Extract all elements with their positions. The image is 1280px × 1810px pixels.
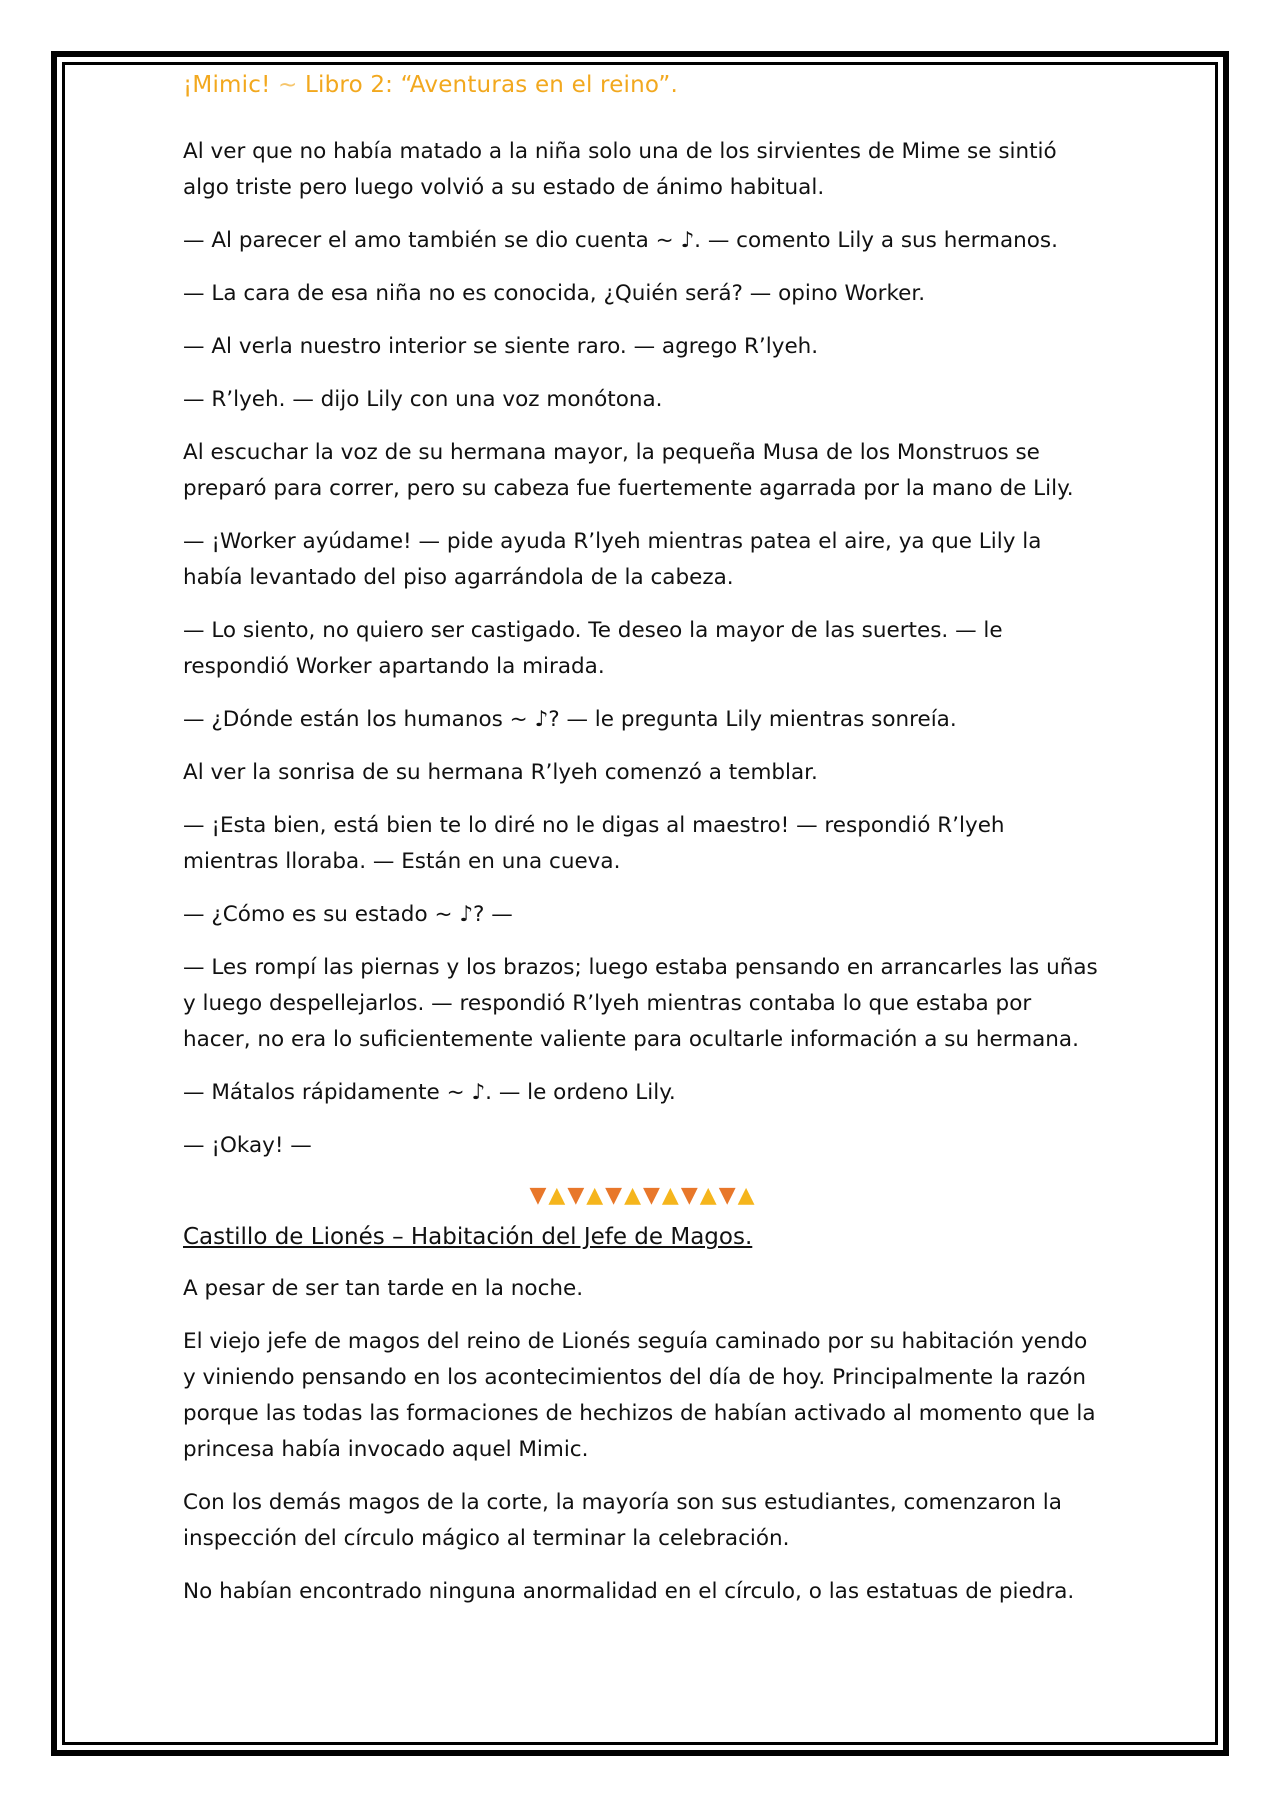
paragraph: — Al parecer el amo también se dio cuenta ~ ♪. — comento Lily a sus hermanos. xyxy=(183,228,1058,253)
paragraph: — Al verla nuestro interior se siente raro. — agrego R’lyeh. xyxy=(183,334,819,359)
header-series: ¡Mimic! xyxy=(183,72,271,98)
story-part-1 xyxy=(183,134,1103,1164)
triangle-up-icon: ▲ xyxy=(624,1183,643,1208)
paragraph: — ¿Cómo es su estado ~ ♪? — xyxy=(183,902,513,927)
paragraph: — ¿Dónde están los humanos ~ ♪? — le pregunta Lily mientras sonreía. xyxy=(183,707,957,732)
triangle-down-icon: ▼ xyxy=(567,1183,587,1208)
paragraph: — R’lyeh. — dijo Lily con una voz monótona. xyxy=(183,387,663,412)
paragraph: — ¡Okay! — xyxy=(183,1133,312,1158)
paragraph: Al ver la sonrisa de su hermana R’lyeh comenzó a temblar. xyxy=(183,760,818,785)
paragraph: No habían encontrado ninguna anormalidad en el círculo, o las estatuas de piedra. xyxy=(183,1579,1075,1604)
paragraph: — ¡Esta bien, está bien te lo diré no le digas al maestro! — respondió R’lyeh mientras lloraba. — Están en una cueva. xyxy=(183,813,1005,874)
paragraph: Al escuchar la voz de su hermana mayor, la pequeña Musa de los Monstruos se preparó para correr, pero su cabeza fue fuertemente agarrada por la mano de Lily. xyxy=(183,440,1074,501)
triangle-up-icon: ▲ xyxy=(586,1183,606,1208)
paragraph: Con los demás magos de la corte, la mayoría son sus estudiantes, comenzaron la inspección del círculo mágico al terminar la celebración. xyxy=(183,1490,1062,1551)
triangle-down-icon: ▼ xyxy=(529,1183,549,1208)
triangle-up-icon: ▲ xyxy=(737,1183,757,1208)
header-book: Libro 2: “Aventuras en el reino”. xyxy=(305,72,678,98)
triangle-up-icon: ▲ xyxy=(661,1183,681,1208)
paragraph: — La cara de esa niña no es conocida, ¿Quién será? — opino Worker. xyxy=(183,281,926,306)
paragraph: Al ver que no había matado a la niña solo una de los sirvientes de Mime se sintió algo triste pero luego volvió a su estado de ánimo habitual. xyxy=(183,139,1057,200)
triangle-up-icon: ▲ xyxy=(699,1183,719,1208)
triangle-down-icon: ▼ xyxy=(718,1183,738,1208)
paragraph: — Mátalos rápidamente ~ ♪. — le ordeno Lily. xyxy=(183,1080,676,1105)
header-separator: ~ xyxy=(270,72,306,98)
scene-divider xyxy=(183,1181,1103,1211)
triangle-down-icon: ▼ xyxy=(643,1183,662,1208)
section-title: Castillo de Lionés – Habitación del Jefe de Magos. xyxy=(183,1224,753,1250)
triangle-up-icon: ▲ xyxy=(548,1183,568,1208)
triangle-down-icon: ▼ xyxy=(605,1183,625,1208)
page-content xyxy=(183,72,1103,1627)
paragraph: — Les rompí las piernas y los brazos; luego estaba pensando en arrancarles las uñas y luego despellejarlos. — respondió R’lyeh mientras contaba lo que estaba por hacer, no era lo suficientemente valiente para ocultarle información a su hermana. xyxy=(183,955,1098,1052)
paragraph: — ¡Worker ayúdame! — pide ayuda R’lyeh mientras patea el aire, ya que Lily la había levantado del piso agarrándola de la cabeza. xyxy=(183,529,1042,590)
paragraph: A pesar de ser tan tarde en la noche. xyxy=(183,1276,584,1301)
story-part-2 xyxy=(183,1271,1103,1610)
running-header xyxy=(183,72,1103,98)
triangle-down-icon: ▼ xyxy=(680,1183,700,1208)
paragraph: — Lo siento, no quiero ser castigado. Te deseo la mayor de las suertes. — le respondió Worker apartando la mirada. xyxy=(183,618,1003,679)
paragraph: El viejo jefe de magos del reino de Lionés seguía caminado por su habitación yendo y viniendo pensando en los acontecimientos del día de hoy. Principalmente la razón porque las todas las formaciones de hechizos de habían activado al momento que la princesa había invocado aquel Mimic. xyxy=(183,1329,1096,1462)
